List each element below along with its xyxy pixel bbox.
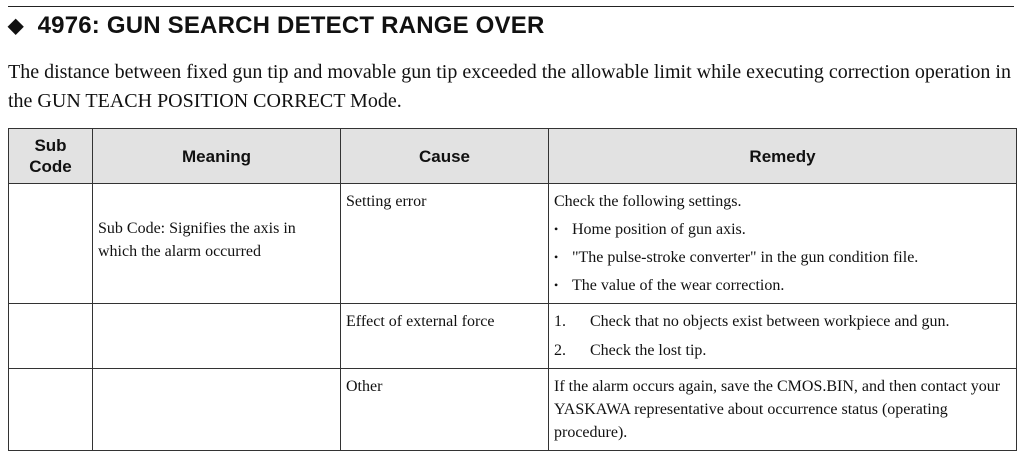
remedy-step: [554, 339, 1012, 362]
bullet-dot-icon: •: [554, 278, 559, 292]
header-meaning: Meaning: [93, 129, 341, 184]
remedy-step-number: 2.: [554, 342, 566, 359]
remedy-bullet-text: "The pulse-stroke converter" in the gun condition file.: [572, 249, 919, 266]
remedy-cell: [549, 184, 1017, 304]
alarm-heading: [8, 12, 544, 40]
alarm-description: The distance between fixed gun tip and movable gun tip exceeded the allowable limit while executing correction operation in the GUN TEACH POSITION CORRECT Mode.: [8, 61, 1011, 112]
remedy-bullet: [554, 218, 1012, 241]
top-rule: [8, 6, 1014, 7]
remedy-step-text: Check that no objects exist between workpiece and gun.: [590, 313, 950, 330]
alarm-title: 4976: GUN SEARCH DETECT RANGE OVER: [37, 12, 545, 39]
remedy-bullet: [554, 274, 1012, 297]
table-header-row: [9, 129, 1017, 184]
sub-code-cell: [9, 369, 93, 451]
diamond-bullet-icon: ◆: [8, 14, 24, 37]
sub-code-cell: [9, 184, 93, 304]
remedy-bullet-text: Home position of gun axis.: [572, 221, 746, 238]
header-cause: Cause: [341, 129, 549, 184]
meaning-text: Sub Code: Signifies the axis in which the alarm occurred: [98, 219, 296, 260]
table-row: [9, 304, 1017, 369]
alarm-table: [8, 128, 1017, 451]
header-sub-code: Sub Code: [9, 129, 93, 184]
remedy-bullet-text: The value of the wear correction.: [572, 277, 785, 294]
cause-cell: Other: [341, 369, 549, 451]
cause-cell: Setting error: [341, 184, 549, 304]
remedy-bullet: [554, 246, 1012, 269]
meaning-cell: [93, 184, 341, 304]
bullet-dot-icon: •: [554, 250, 559, 264]
sub-code-cell: [9, 304, 93, 369]
meaning-cell: [93, 369, 341, 451]
bullet-dot-icon: •: [554, 222, 559, 236]
cause-cell: Effect of external force: [341, 304, 549, 369]
remedy-intro: Check the following settings.: [554, 193, 742, 210]
table-row: [9, 184, 1017, 304]
remedy-step-text: Check the lost tip.: [590, 342, 707, 359]
remedy-step-number: 1.: [554, 313, 566, 330]
remedy-cell: [549, 304, 1017, 369]
header-remedy: Remedy: [549, 129, 1017, 184]
meaning-cell: [93, 304, 341, 369]
remedy-step: [554, 310, 1012, 333]
remedy-cell: If the alarm occurs again, save the CMOS.BIN, and then contact your YASKAWA representative about occurrence status (operating procedure).: [549, 369, 1017, 451]
table-row: [9, 369, 1017, 451]
